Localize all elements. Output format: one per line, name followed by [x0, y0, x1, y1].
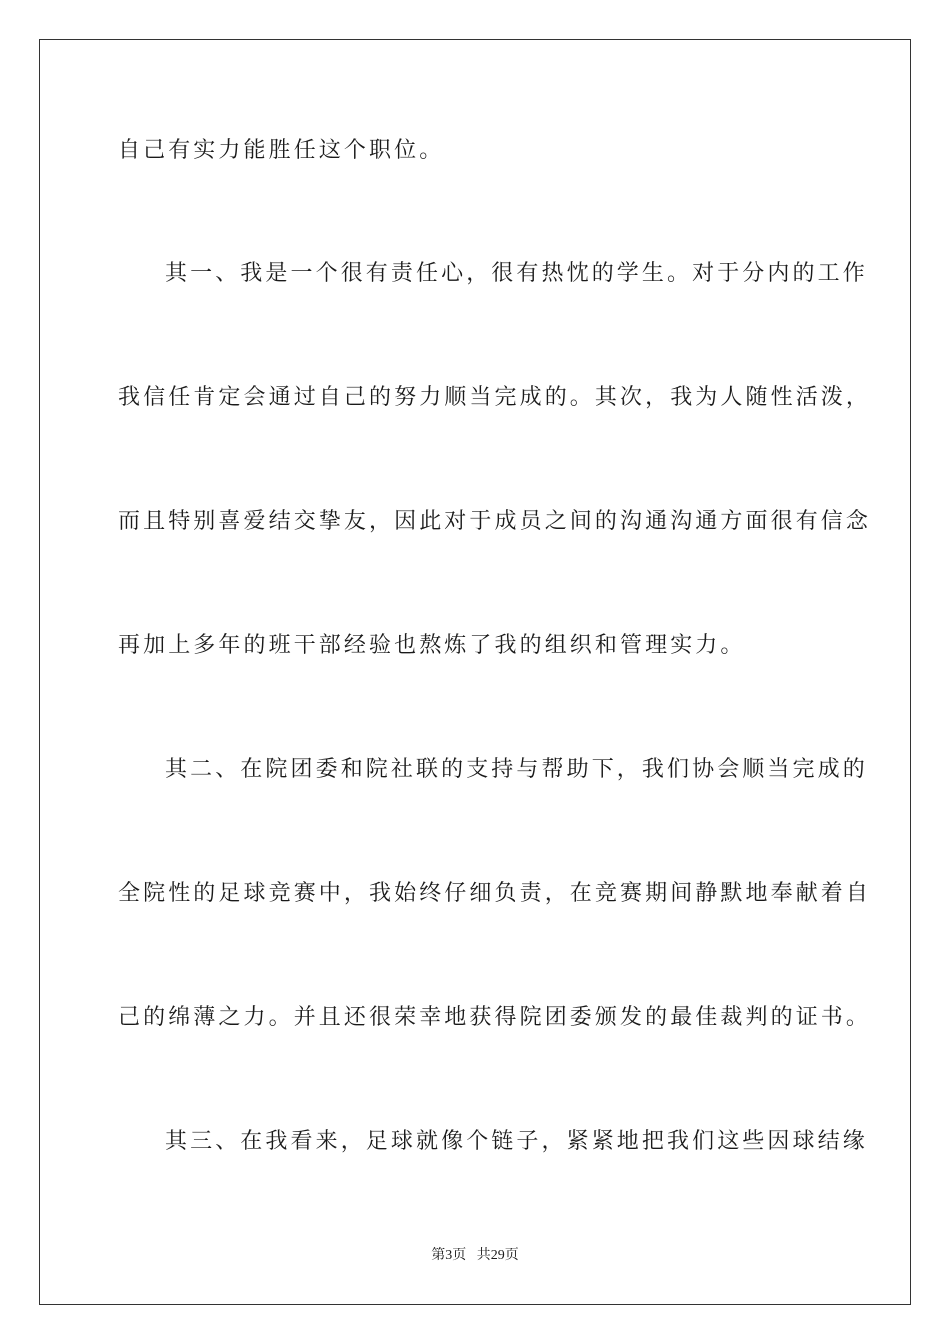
paragraph-first-line: 其二、在院团委和院社联的支持与帮助下，我们协会顺当完成的 [165, 757, 868, 782]
page-footer [0, 1247, 950, 1265]
paragraph-first-line: 其一、我是一个很有责任心，很有热忱的学生。对于分内的工作 [165, 261, 868, 286]
paragraph-first-line: 其三、在我看来，足球就像个链子，紧紧地把我们这些因球结缘 [165, 1129, 868, 1154]
text-line: 自己有实力能胜任这个职位。 [118, 138, 445, 163]
text-line: 己的绵薄之力。并且还很荣幸地获得院团委颁发的最佳裁判的证书。 [118, 1005, 872, 1030]
page-total: 共29页 [476, 1248, 519, 1263]
text-line: 全院性的足球竞赛中，我始终仔细负责，在竞赛期间静默地奉献着自 [118, 881, 872, 906]
text-line: 而且特别喜爱结交挚友，因此对于成员之间的沟通沟通方面很有信念 [118, 509, 872, 534]
text-line: 我信任肯定会通过自己的努力顺当完成的。其次，我为人随性活泼， [118, 385, 872, 410]
text-line: 再加上多年的班干部经验也熬炼了我的组织和管理实力。 [118, 633, 746, 658]
page-number: 第3页 [431, 1248, 467, 1263]
page-border [39, 39, 911, 1305]
